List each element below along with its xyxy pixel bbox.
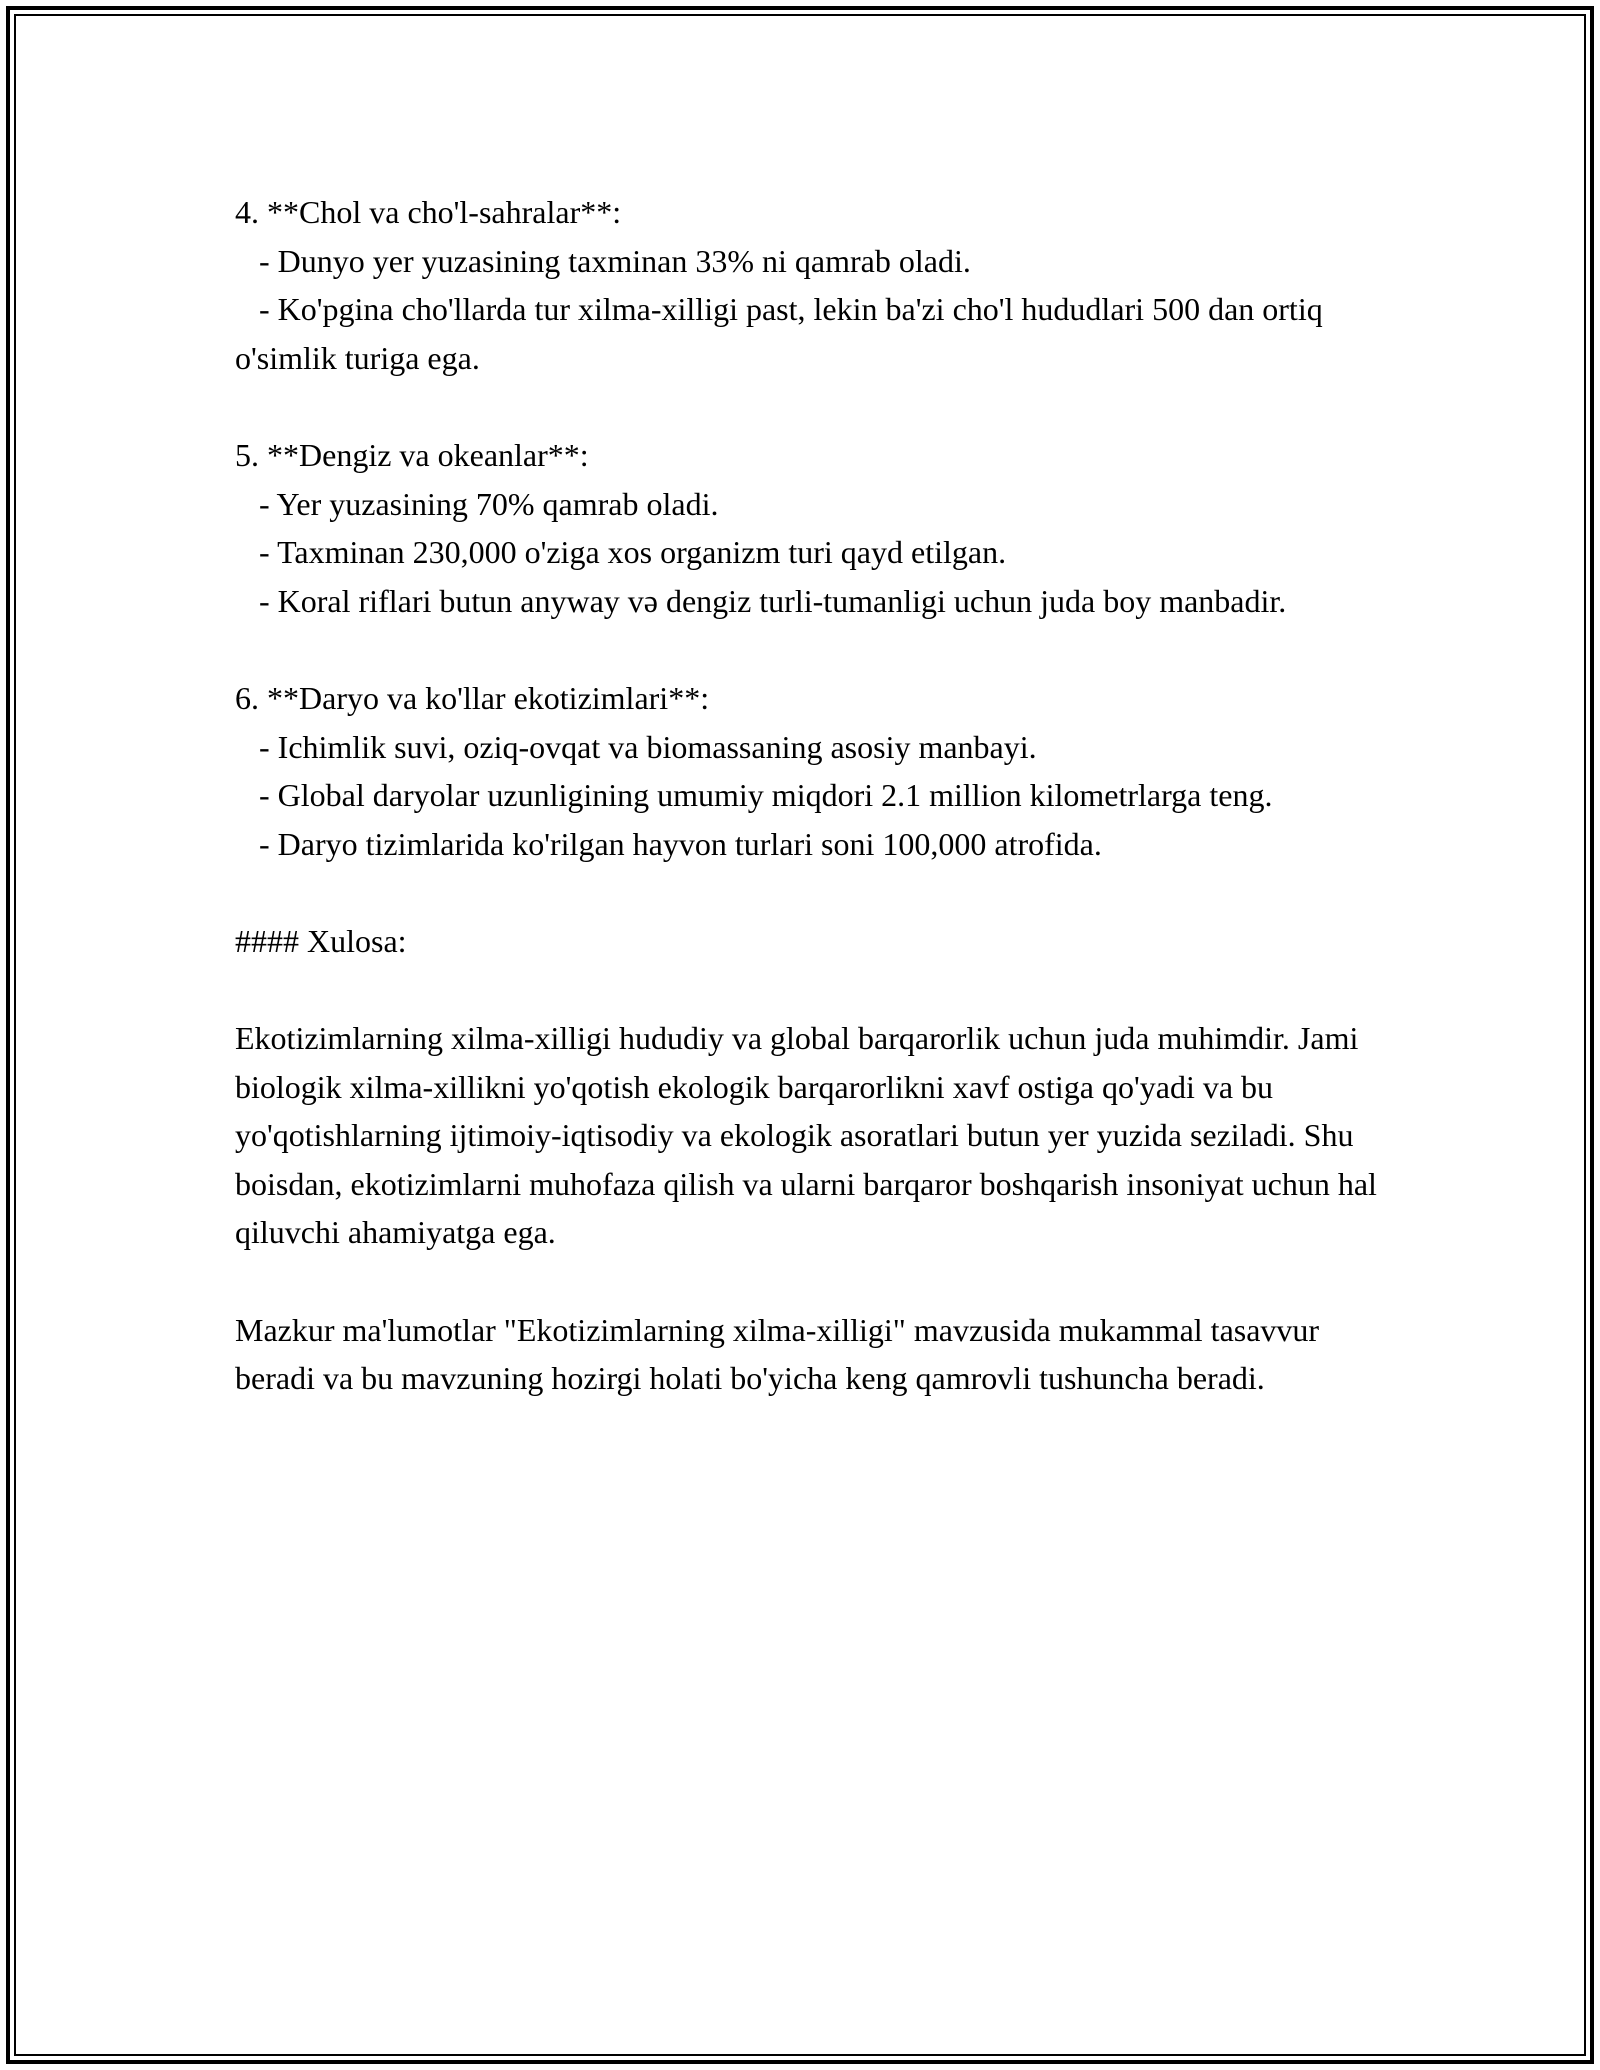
paragraph-gap: [235, 382, 1385, 431]
closing-paragraph: Mazkur ma'lumotlar "Ekotizimlarning xilma-xilligi" mavzusida mukammal tasavvur beradi va bu mavzuning hozirgi holati bo'yicha keng qamrovli tushuncha beradi.: [235, 1311, 1328, 1397]
paragraph-gap: [235, 868, 1385, 917]
section-heading: 6. **Daryo va ko'llar ekotizimlari**:: [235, 679, 710, 716]
conclusion-heading: #### Xulosa:: [235, 922, 407, 959]
conclusion-paragraph: Ekotizimlarning xilma-xilligi hududiy va global barqarorlik uchun juda muhimdir. Jami biologik xilma-xillikni yo'qotish ekologik barqarorlikni xavf ostiga qo'yadi va bu yo'qotishlarning ijtimoiy-iqtisodiy va ekologik asoratlari butun yer yuzida seziladi. Shu boisdan, ekotizimlarni muhofaza qilish va ularni barqaror boshqarish insoniyat uchun hal qiluvchi ahamiyatga ega.: [235, 1020, 1385, 1251]
section-rivers-lakes: [235, 674, 1385, 868]
section-seas-oceans: [235, 431, 1385, 625]
list-item: - Taxminan 230,000 o'ziga xos organizm turi qayd etilgan.: [235, 534, 1007, 571]
list-item: - Dunyo yer yuzasining taxminan 33% ni qamrab oladi.: [235, 242, 971, 279]
document-body: [235, 188, 1385, 1403]
section-deserts: [235, 188, 1385, 382]
list-item: - Koral riflari butun anyway və dengiz turli-tumanligi uchun juda boy manbadir.: [235, 582, 1287, 619]
list-item: - Ko'pgina cho'llarda tur xilma-xilligi past, lekin ba'zi cho'l hududlari 500 dan ortiq o'simlik turiga ega.: [235, 291, 1331, 376]
list-item: - Global daryolar uzunligining umumiy miqdori 2.1 million kilometrlarga teng.: [235, 777, 1273, 814]
paragraph-gap: [235, 625, 1385, 674]
paragraph-gap: [235, 1257, 1385, 1306]
list-item: - Yer yuzasining 70% qamrab oladi.: [235, 485, 719, 522]
section-heading: 5. **Dengiz va okeanlar**:: [235, 436, 589, 473]
paragraph-gap: [235, 966, 1385, 1015]
list-item: - Daryo tizimlarida ko'rilgan hayvon turlari soni 100,000 atrofida.: [235, 825, 1102, 862]
list-item: - Ichimlik suvi, oziq-ovqat va biomassaning asosiy manbayi.: [235, 728, 1037, 765]
section-heading: 4. **Chol va cho'l-sahralar**:: [235, 194, 622, 230]
